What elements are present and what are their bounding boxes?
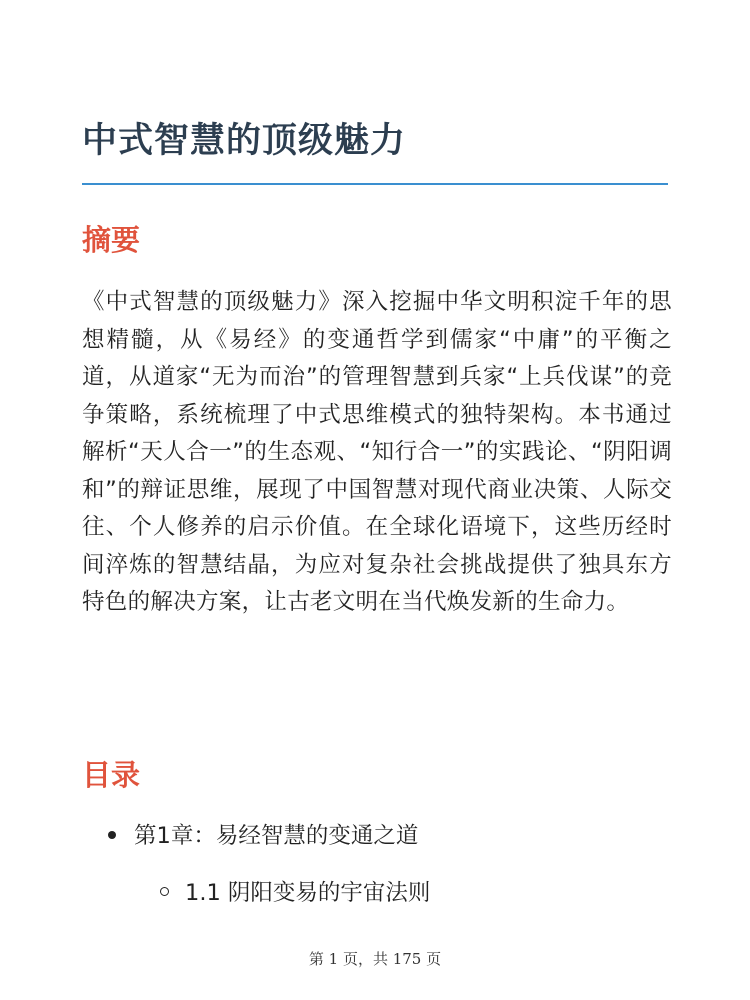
abstract-body: 《中式智慧的顶级魅力》深入挖掘中华文明积淀千年的思想精髓，从《易经》的变通哲学到儒家“中庸”的平衡之道，从道家“无为而治”的管理智慧到兵家“上兵伐谋”的竞争策略，系统梳理了中式思维模式的独特架构。本书通过解析“天人合一”的生态观、“知行合一”的实践论、“阴阳调和”的辩证思维，展现了中国智慧对现代商业决策、人际交往、个人修养的启示价值。在全球化语境下，这些历经时间淬炼的智慧结晶，为应对复杂社会挑战提供了独具东方特色的解决方案，让古老文明在当代焕发新的生命力。	[82, 289, 672, 615]
toc-item-label: 1.1 阴阳变易的宇宙法则	[185, 880, 431, 906]
toc-item-chapter-1[interactable]	[108, 820, 418, 852]
bullet-circle-icon	[160, 887, 169, 896]
bullet-disc-icon	[108, 831, 116, 839]
toc-item-section-1-1[interactable]	[160, 877, 430, 909]
abstract-heading: 摘要	[82, 223, 141, 257]
title-divider	[82, 183, 668, 185]
document-title: 中式智慧的顶级魅力	[82, 121, 407, 161]
page-footer: 第 1 页，共 175 页	[308, 950, 442, 968]
toc-item-label: 第1章：易经智慧的变通之道	[134, 823, 419, 849]
toc-heading: 目录	[82, 758, 141, 792]
